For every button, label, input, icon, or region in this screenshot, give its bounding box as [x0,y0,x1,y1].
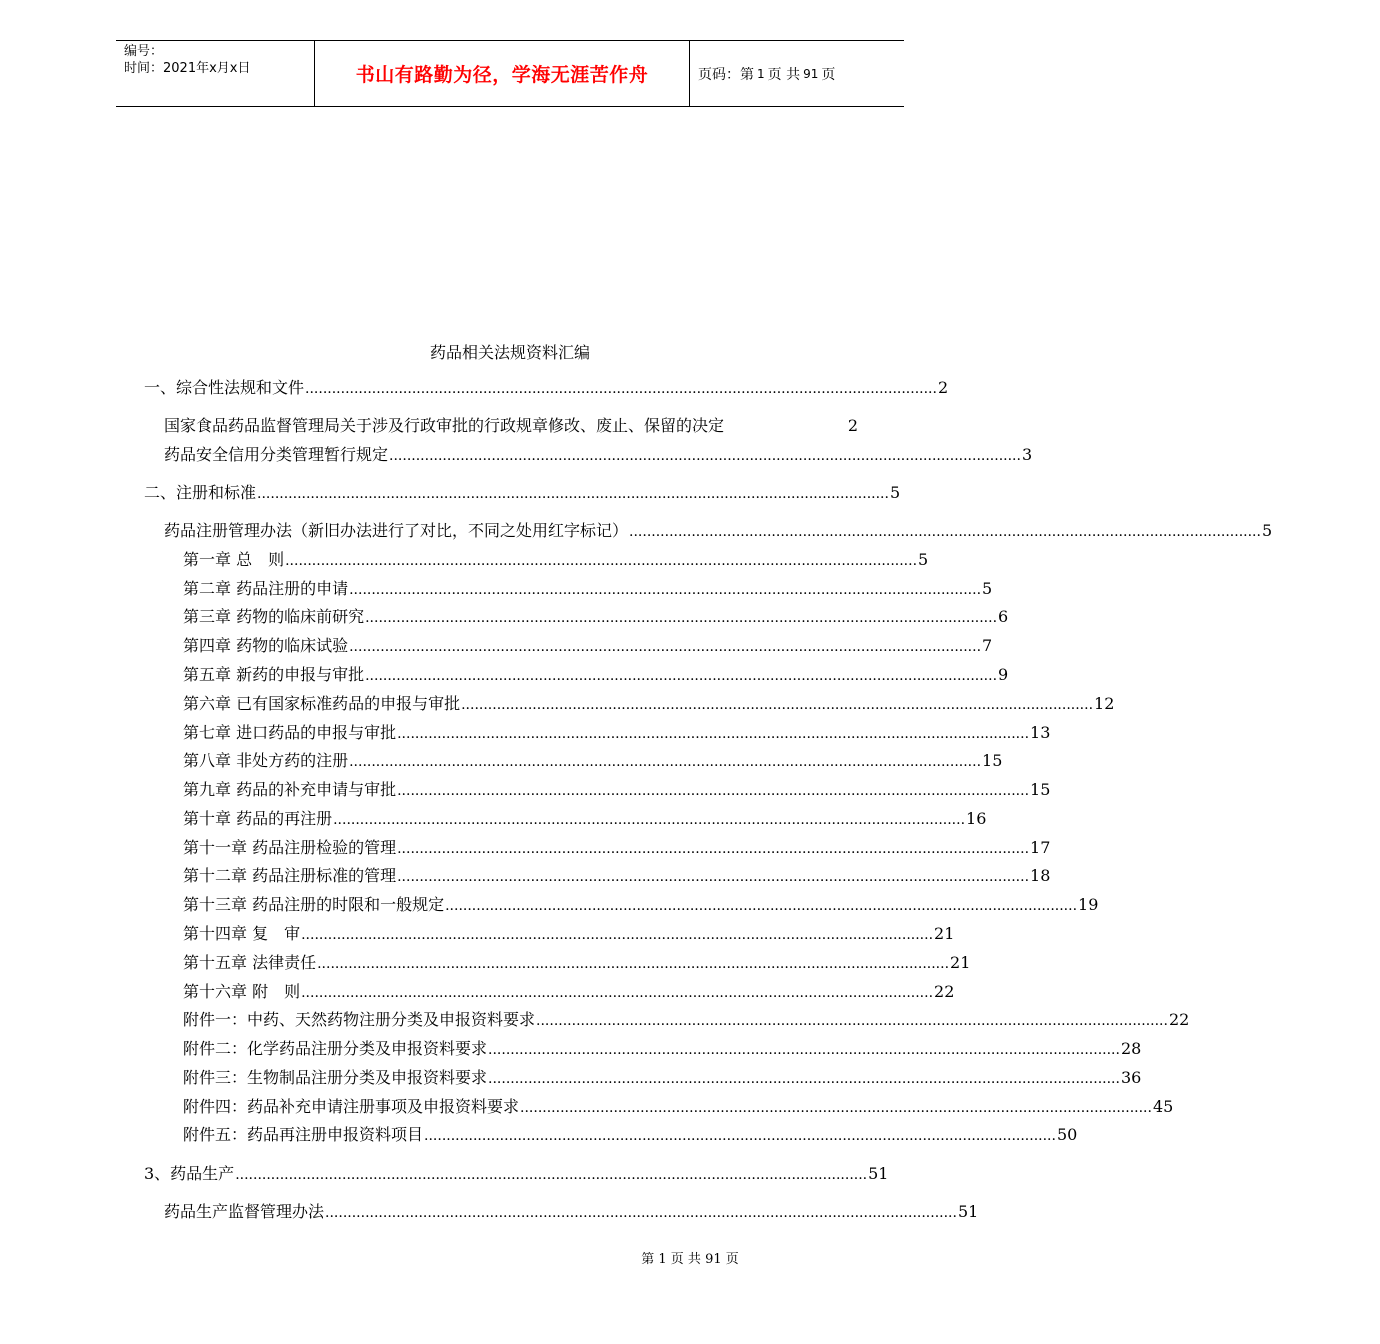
toc-entry[interactable] [183,1125,1078,1145]
toc-entry-label: 附件二：化学药品注册分类及申报资料要求 [183,1039,488,1058]
toc-leader: .............................................................................................................................................. [397,869,1030,885]
toc-entry[interactable] [164,521,1273,541]
toc-entry-page: 5 [982,579,993,598]
header-time-label: 时间：2021年x月x日 [124,61,251,76]
header-number-label: 编号： [124,44,164,59]
toc-entry-page: 21 [950,953,971,972]
toc-entry[interactable] [183,636,993,656]
toc-leader: .............................................................................................................................................. [325,1205,957,1221]
toc-entry[interactable] [183,838,1051,858]
page-footer [0,1248,1380,1267]
toc-entry-label: 第十五章 法律责任 [183,953,317,972]
toc-entry-page: 5 [1261,521,1273,540]
toc-entry-label: 药品生产监督管理办法 [164,1202,325,1221]
toc-entry-page: 22 [934,982,955,1001]
toc-entry-page: 15 [1030,780,1051,799]
toc-entry-label: 第七章 进口药品的申报与审批 [183,723,397,742]
toc-leader: .............................................................................................................................................. [317,956,950,972]
toc-leader: .............................................................................................................................................. [536,1013,1168,1029]
toc-entry-page: 3 [1021,445,1033,464]
toc-entry[interactable] [183,1068,1142,1088]
toc-entry-page: 6 [998,607,1009,626]
toc-leader: .............................................................................................................................................. [520,1100,1152,1116]
toc-leader: .............................................................................................................................................. [397,726,1030,742]
toc-entry-label: 第八章 非处方药的注册 [183,751,349,770]
toc-entry[interactable] [144,1164,889,1184]
toc-entry[interactable] [164,1202,979,1222]
toc-entry-page: 13 [1030,723,1051,742]
toc-entry[interactable] [183,953,971,973]
toc-entry-page: 16 [966,809,987,828]
toc-leader: .............................................................................................................................................. [285,553,918,569]
toc-entry[interactable] [164,445,1033,465]
toc-entry[interactable] [183,924,955,944]
footer-prefix: 第 [641,1252,655,1267]
toc-leader: .............................................................................................................................................. [629,524,1261,540]
header-page-total: 91 [803,66,819,81]
toc-entry[interactable] [183,1039,1142,1059]
toc-entry-label: 第九章 药品的补充申请与审批 [183,780,397,799]
toc-entry[interactable] [183,895,1099,915]
toc-entry-label: 第五章 新药的申报与审批 [183,665,365,684]
toc-entry[interactable] [164,416,858,436]
toc-leader: .............................................................................................................................................. [365,610,998,626]
toc-entry[interactable] [183,723,1051,743]
toc-entry-page: 51 [957,1202,979,1221]
toc-leader: .............................................................................................................................................. [349,639,982,655]
toc-entry-page: 18 [1030,866,1051,885]
toc-entry-label: 药品注册管理办法（新旧办法进行了对比，不同之处用红字标记） [164,521,629,540]
toc-leader: .............................................................................................................................................. [349,754,982,770]
toc-entry-page: 22 [1168,1010,1190,1029]
toc-entry-page: 5 [918,550,929,569]
toc-leader: .............................................................................................................................................. [389,448,1021,464]
toc-entry[interactable] [183,579,993,599]
toc-leader: .............................................................................................................................................. [305,381,937,397]
toc-leader: .............................................................................................................................................. [461,697,1094,713]
toc-entry[interactable] [183,751,1003,771]
toc-entry-page: 12 [1094,694,1115,713]
toc-entry[interactable] [183,809,987,829]
toc-leader: .............................................................................................................................................. [349,582,982,598]
header-page-prefix: 页码：第 [698,66,754,83]
toc-leader: .............................................................................................................................................. [397,841,1030,857]
toc-entry-label: 第十一章 药品注册检验的管理 [183,838,397,857]
toc-entry[interactable] [183,780,1051,800]
footer-total-pages: 91 [705,1252,722,1267]
toc-leader: .............................................................................................................................................. [257,486,889,502]
toc-entry-label: 二、注册和标准 [144,483,257,502]
toc-entry-page: 7 [982,636,993,655]
toc-entry[interactable] [183,982,955,1002]
toc-entry[interactable] [183,665,1009,685]
toc-entry-page: 36 [1120,1068,1142,1087]
toc-leader: .............................................................................................................................................. [301,927,934,943]
toc-entry[interactable] [183,1010,1190,1030]
toc-entry-page: 2 [937,378,949,397]
toc-entry-page: 19 [1078,895,1099,914]
header-motto: 书山有路勤为径，学海无涯苦作舟 [315,41,690,106]
toc-leader: .............................................................................................................................................. [445,898,1078,914]
header-page-current: 1 [757,66,765,81]
toc-entry-label: 第六章 已有国家标准药品的申报与审批 [183,694,461,713]
toc-leader: .............................................................................................................................................. [488,1071,1120,1087]
toc-entry[interactable] [183,694,1115,714]
footer-mid: 页 共 [670,1252,701,1267]
toc-entry-page: 9 [998,665,1009,684]
toc-entry[interactable] [183,550,929,570]
toc-entry-label: 第十章 药品的再注册 [183,809,333,828]
toc-entry-page: 45 [1152,1097,1174,1116]
toc-leader: .............................................................................................................................................. [397,783,1030,799]
toc-entry-label: 3、药品生产 [144,1164,235,1183]
toc-entry-label: 附件四：药品补充申请注册事项及申报资料要求 [183,1097,520,1116]
toc-entry-label: 第二章 药品注册的申请 [183,579,349,598]
toc-leader: .............................................................................................................................................. [424,1128,1056,1144]
toc-entry-label: 第四章 药物的临床试验 [183,636,349,655]
toc-leader: .............................................................................................................................................. [488,1042,1120,1058]
toc-leader: .............................................................................................................................................. [301,985,934,1001]
toc-entry-label: 第一章 总 则 [183,550,285,569]
toc-entry-page: 50 [1056,1125,1078,1144]
toc-entry-page: 51 [868,1164,889,1183]
toc-entry-label: 第十四章 复 审 [183,924,301,943]
toc-entry[interactable] [183,866,1051,886]
toc-entry[interactable] [183,1097,1174,1117]
toc-entry-label: 第十三章 药品注册的时限和一般规定 [183,895,445,914]
toc-entry[interactable] [183,607,1009,627]
toc-entry[interactable] [144,483,901,503]
toc-entry[interactable] [144,378,949,398]
toc-entry-page: 2 [847,416,858,435]
toc-entry-page: 5 [889,483,901,502]
toc-entry-label: 一、综合性法规和文件 [144,378,305,397]
toc-leader: .............................................................................................................................................. [365,668,998,684]
toc-entry-page: 28 [1120,1039,1142,1058]
toc-entry-label: 药品安全信用分类管理暂行规定 [164,445,389,464]
toc-entry-page: 15 [982,751,1003,770]
footer-current-page: 1 [658,1252,667,1267]
toc-entry-label: 国家食品药品监督管理局关于涉及行政审批的行政规章修改、废止、保留的决定 [164,416,725,435]
document-title: 药品相关法规资料汇编 [429,343,590,362]
footer-suffix: 页 [725,1252,739,1267]
toc-entry-label: 附件三：生物制品注册分类及申报资料要求 [183,1068,488,1087]
header-page-mid: 页 共 [767,66,801,83]
toc-leader: .............................................................................................................................................. [235,1167,868,1183]
toc-entry-page: 21 [934,924,955,943]
toc-entry-label: 附件一：中药、天然药物注册分类及申报资料要求 [183,1010,536,1029]
toc-leader: .............................................................................................................................................. [333,812,966,828]
toc-entry-label: 第三章 药物的临床前研究 [183,607,365,626]
toc-entry-page: 17 [1030,838,1051,857]
toc-entry-label: 附件五：药品再注册申报资料项目 [183,1125,424,1144]
toc-entry-label: 第十六章 附 则 [183,982,301,1001]
toc-entry-label: 第十二章 药品注册标准的管理 [183,866,397,885]
header-page-suffix: 页 [821,66,836,83]
